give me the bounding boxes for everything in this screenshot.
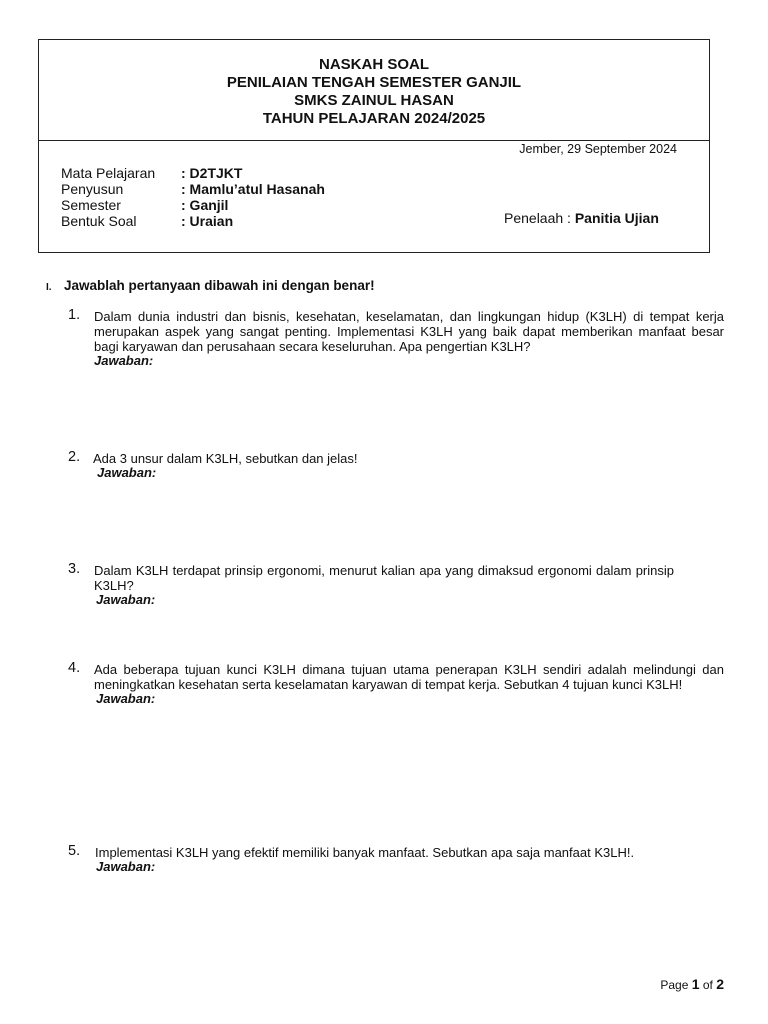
question-number: 2. bbox=[68, 449, 81, 465]
meta-row-author bbox=[61, 181, 325, 197]
question-text: Dalam K3LH terdapat prinsip ergonomi, menurut kalian apa yang dimaksud ergonomi dalam prinsip K3LH? bbox=[94, 563, 674, 593]
meta-value: : Ganjil bbox=[181, 197, 229, 213]
question-text: Implementasi K3LH yang efektif memiliki banyak manfaat. Sebutkan apa saja manfaat K3LH!. bbox=[95, 845, 635, 860]
document-title bbox=[39, 40, 709, 141]
question-5 bbox=[68, 845, 724, 874]
reviewer-label: Penelaah : bbox=[504, 210, 575, 226]
answer-label: Jawaban: bbox=[97, 465, 157, 480]
section-number: I. bbox=[46, 282, 52, 293]
of-word: of bbox=[699, 978, 717, 992]
title-line-4: TAHUN PELAJARAN 2024/2025 bbox=[262, 110, 486, 127]
question-text: Ada beberapa tujuan kunci K3LH dimana tujuan utama penerapan K3LH sendiri adalah melindungi dan meningkatkan kesehatan serta keselamatan karyawan di tempat kerja. Sebutkan 4 tujuan kunci K3LH! bbox=[94, 662, 724, 692]
question-text: Ada 3 unsur dalam K3LH, sebutkan dan jelas! bbox=[93, 451, 358, 466]
reviewer-value: Panitia Ujian bbox=[574, 210, 659, 226]
question-number: 1. bbox=[68, 307, 81, 323]
page-footer bbox=[660, 976, 724, 992]
meta-label: Semester bbox=[61, 197, 121, 213]
page-word: Page bbox=[660, 978, 692, 992]
answer-label: Jawaban: bbox=[96, 859, 156, 874]
total-pages: 2 bbox=[716, 976, 724, 992]
meta-row-semester bbox=[61, 197, 325, 213]
document-date: Jember, 29 September 2024 bbox=[519, 142, 677, 156]
header-box bbox=[38, 39, 710, 253]
title-line-1: NASKAH SOAL bbox=[318, 56, 429, 73]
meta-label: Bentuk Soal bbox=[61, 213, 137, 229]
question-4 bbox=[68, 662, 724, 706]
exam-meta bbox=[61, 165, 325, 229]
meta-value: : Mamlu’atul Hasanah bbox=[181, 181, 325, 197]
meta-value: : Uraian bbox=[181, 213, 234, 229]
meta-label: Penyusun bbox=[61, 181, 124, 197]
instruction-text: Jawablah pertanyaan dibawah ini dengan benar! bbox=[64, 278, 375, 293]
meta-row-question-type bbox=[61, 213, 325, 229]
title-line-3: SMKS ZAINUL HASAN bbox=[294, 92, 454, 109]
question-number: 5. bbox=[68, 843, 81, 859]
question-3 bbox=[68, 563, 724, 607]
question-1 bbox=[68, 309, 724, 368]
meta-label: Mata Pelajaran bbox=[61, 165, 156, 181]
question-2 bbox=[68, 451, 724, 480]
answer-label: Jawaban: bbox=[96, 691, 156, 706]
title-line-2: PENILAIAN TENGAH SEMESTER GANJIL bbox=[226, 74, 522, 91]
section-instruction bbox=[46, 278, 375, 293]
question-number: 3. bbox=[68, 561, 81, 577]
current-page: 1 bbox=[691, 976, 700, 992]
meta-value: : D2TJKT bbox=[181, 165, 243, 181]
reviewer bbox=[504, 210, 659, 226]
answer-label: Jawaban: bbox=[94, 353, 154, 368]
meta-row-subject bbox=[61, 165, 325, 181]
answer-label: Jawaban: bbox=[96, 592, 156, 607]
question-text: Dalam dunia industri dan bisnis, kesehatan, keselamatan, dan lingkungan hidup (K3LH) di tempat kerja merupakan aspek yang sangat penting. Implementasi K3LH yang baik dapat memberikan manfaat besar bagi karyawan dan perusahaan secara keseluruhan. Apa pengertian K3LH? bbox=[94, 309, 724, 354]
question-number: 4. bbox=[68, 660, 81, 676]
